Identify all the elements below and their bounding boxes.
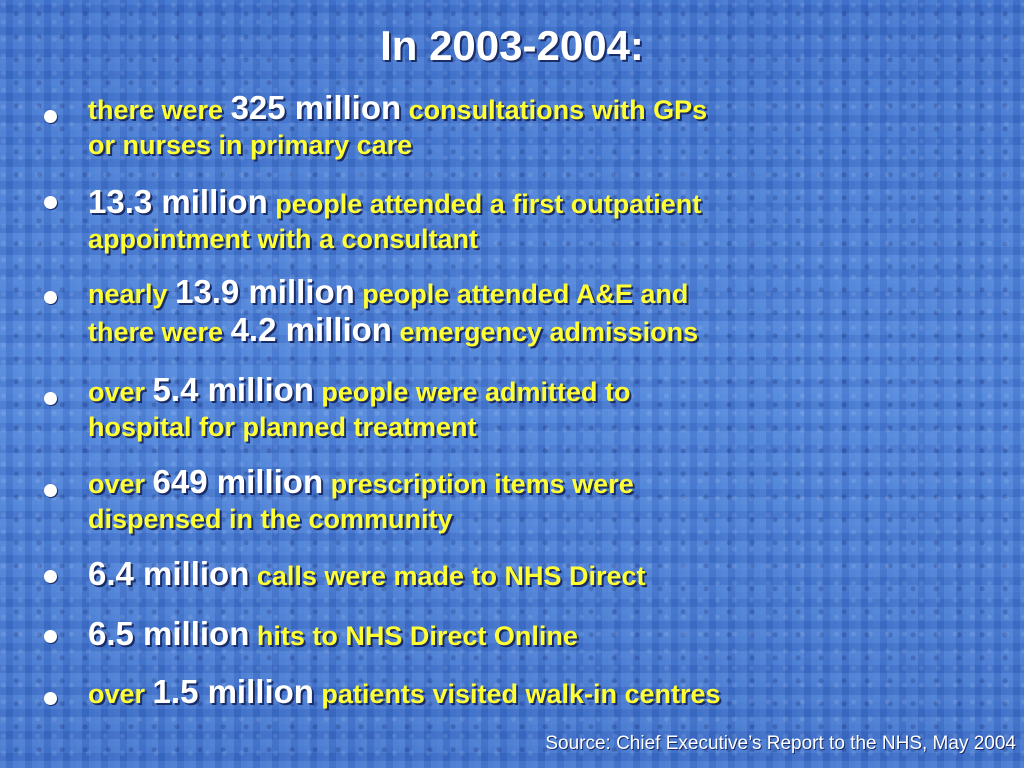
bullet-number: 13.3 million [88, 183, 268, 220]
bullet-text [88, 372, 988, 445]
bullet-number: 325 million [230, 89, 402, 126]
bullet-text-part: hits to NHS Direct Online [249, 621, 578, 651]
bullet-dot-icon [44, 392, 57, 405]
bullet-text-part: over [88, 679, 153, 709]
bullet-text-part: calls were made to NHS Direct [249, 561, 646, 591]
bullet-text-part: there were [88, 317, 231, 347]
bullet-number: 5.4 million [152, 371, 314, 408]
bullet-text-part: over [88, 469, 153, 499]
bullet-text [88, 274, 988, 350]
bullet-text-part: there were [88, 95, 231, 125]
bullet-text-part: dispensed in the community [88, 504, 453, 534]
bullet-text [88, 616, 988, 654]
bullet-number: 6.5 million [88, 615, 250, 652]
bullet-text-part: over [88, 377, 153, 407]
bullet-text-part: consultations with GPs [401, 95, 708, 125]
bullet-text [88, 674, 988, 712]
source-citation: Source: Chief Executive’s Report to the NHS, May 2004 [545, 733, 1016, 754]
bullet-text [88, 90, 988, 163]
bullet-text [88, 556, 988, 594]
bullet-text-part: appointment with a consultant [88, 224, 478, 254]
bullet-text [88, 184, 988, 257]
bullet-text-part: hospital for planned treatment [88, 412, 477, 442]
bullet-dot-icon [44, 291, 57, 304]
bullet-text-part: or nurses in primary care [88, 130, 413, 160]
bullet-number: 6.4 million [88, 555, 250, 592]
bullet-dot-icon [44, 110, 57, 123]
bullet-text-part: emergency admissions [391, 317, 699, 347]
bullet-text [88, 464, 988, 537]
bullet-dot-icon [44, 484, 57, 497]
bullet-text-part: people were admitted to [313, 377, 631, 407]
slide-title: In 2003-2004: [380, 22, 644, 69]
bullet-number: 1.5 million [152, 673, 314, 710]
bullet-dot-icon [44, 692, 57, 705]
bullet-text-part: nearly [88, 279, 176, 309]
bullet-dot-icon [44, 196, 57, 209]
bullet-number: 4.2 million [230, 311, 392, 348]
bullet-text-part: people attended a first outpatient [267, 189, 702, 219]
bullet-dot-icon [44, 570, 57, 583]
bullet-text-part: patients visited walk-in centres [313, 679, 721, 709]
bullet-text-part: people attended A&E and [354, 279, 689, 309]
bullet-number: 649 million [152, 463, 324, 500]
bullet-text-part: prescription items were [323, 469, 634, 499]
bullet-number: 13.9 million [175, 273, 355, 310]
bullet-dot-icon [44, 630, 57, 643]
